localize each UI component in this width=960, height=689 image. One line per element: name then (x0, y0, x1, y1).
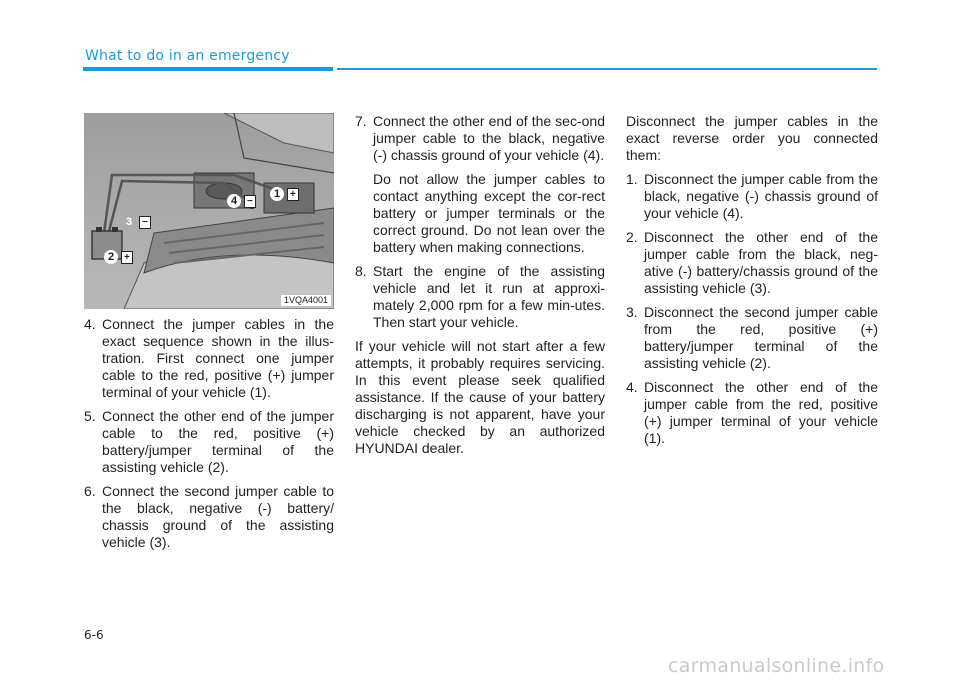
step-7 (355, 113, 605, 164)
service-paragraph: If your vehicle will not start after a few attempts, it probably requires servicing. In this event please seek qualified assistance. If the cause of your battery discharging is not apparent, have your vehicle checked by an authorized HYUNDAI dealer. (355, 338, 605, 456)
engine-bay-drawing (84, 113, 334, 309)
callout-4 (227, 194, 256, 208)
step-text: Connect the second jumper cable to the black, negative (-) battery/ chassis ground of the assisting vehicle (3). (102, 483, 334, 550)
header-rule-thick (83, 67, 333, 71)
header-rule-thin (337, 68, 877, 70)
step-7-note: Do not allow the jumper cables to contact anything except the cor-rect battery or jumper terminals or the correct ground. Do not lean over the battery when making connections. (373, 171, 605, 255)
step-6 (84, 483, 334, 551)
callout-2 (104, 250, 133, 264)
step-8 (355, 263, 605, 331)
jump-start-illustration (84, 113, 334, 309)
callout-sign: + (287, 188, 299, 201)
callout-3 (122, 215, 151, 229)
disconnect-step-2 (626, 229, 878, 297)
disconnect-intro: Disconnect the jumper cables in the exact reverse order you connected them: (626, 113, 878, 163)
callout-1 (270, 187, 299, 201)
callout-number: 4 (227, 194, 241, 208)
step-4 (84, 316, 334, 401)
callout-number: 1 (270, 187, 284, 201)
step-text: Disconnect the other end of the jumper cable from the red, positive (+) jumper terminal of your vehicle (1). (644, 379, 878, 446)
step-number: 2. (626, 229, 638, 245)
disconnect-step-3 (626, 304, 878, 372)
figure-code: 1VQA4001 (281, 295, 331, 306)
callout-sign: + (121, 251, 133, 264)
step-text: Disconnect the jumper cable from the black, negative (-) chassis ground of your vehicle (4). (644, 171, 878, 221)
step-number: 4. (626, 379, 638, 395)
step-number: 8. (355, 263, 367, 279)
callout-sign: − (139, 216, 151, 229)
callout-number: 2 (104, 250, 118, 264)
column-3 (626, 113, 878, 454)
step-text: Connect the jumper cables in the exact sequence shown in the illus-tration. First connect one jumper cable to the red, positive (+) jumper terminal of your vehicle (1). (102, 316, 334, 400)
step-text: Start the engine of the assisting vehicle and let it run at approxi-mately 2,000 rpm for a few min-utes. Then start your vehicle. (373, 263, 605, 330)
step-text: Disconnect the second jumper cable from the red, positive (+) battery/jumper terminal of the assisting vehicle (2). (644, 304, 878, 371)
page-number: 6-6 (84, 628, 104, 642)
step-number: 5. (84, 408, 96, 424)
section-title: What to do in an emergency (85, 48, 290, 64)
column-2 (355, 113, 605, 464)
watermark: carmanualsonline.info (668, 655, 885, 677)
step-text: Disconnect the other end of the jumper cable from the black, neg-ative (-) battery/chassis ground of the assisting vehicle (3). (644, 229, 878, 296)
step-number: 4. (84, 316, 96, 332)
column-1 (84, 316, 334, 558)
step-5 (84, 408, 334, 476)
callout-sign: − (244, 195, 256, 208)
step-number: 3. (626, 304, 638, 320)
step-number: 1. (626, 171, 638, 187)
disconnect-step-4 (626, 379, 878, 447)
disconnect-step-1 (626, 171, 878, 222)
step-number: 7. (355, 113, 367, 129)
step-number: 6. (84, 483, 96, 499)
callout-number: 3 (125, 216, 133, 228)
step-text: Connect the other end of the jumper cable to the red, positive (+) battery/jumper terminal of the assisting vehicle (2). (102, 408, 334, 475)
step-text: Connect the other end of the sec-ond jumper cable to the black, negative (-) chassis ground of your vehicle (4). (373, 113, 605, 163)
